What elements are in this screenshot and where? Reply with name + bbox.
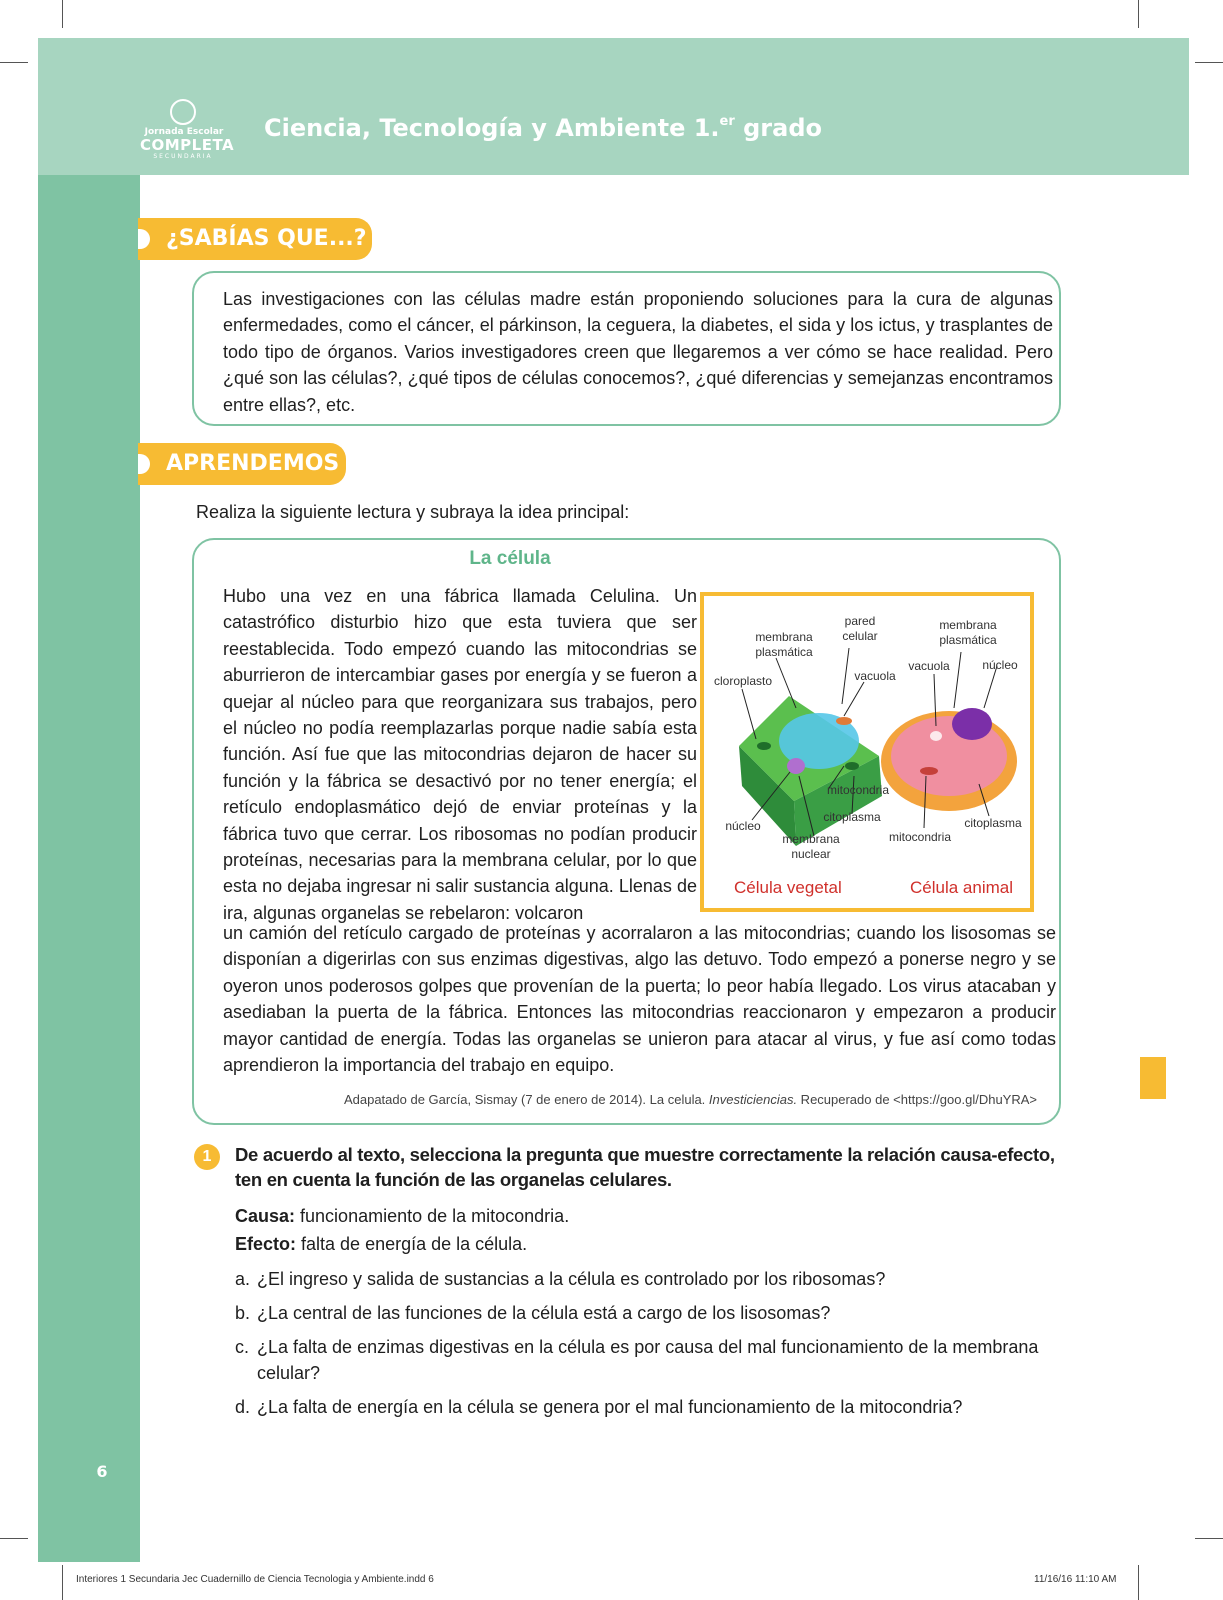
aprendemos-label xyxy=(138,443,346,485)
label-pared-celular: pared celular xyxy=(842,614,878,643)
question-text: De acuerdo al texto, selecciona la pregunta que muestre correctamente la relación causa-efecto, ten en cuenta la función de las organelas celulares. xyxy=(235,1144,1055,1190)
animal-vacuole xyxy=(930,731,942,741)
title-suffix: grado xyxy=(734,114,822,142)
label-citoplasma-vegetal: citoplasma xyxy=(823,810,881,824)
plant-nucleus xyxy=(787,758,805,774)
chloroplast xyxy=(845,762,859,770)
reading-paragraph-part2: un camión del retículo cargado de proteínas y acorralaron a las mitocondrias; cuando los lisosomas se disponían a digerirlas con sus enzimas digestivas, algo las detuvo. Todo empezó a ponerse negro y se oyeron unos poderosos golpes que provenían de la puerta; lo peor había llegado. Los virus atacaban y asediaban la puerta de la fábrica. Entonces las mitocondrias reaccionaron y empezaron a producir mayor cantidad de energía. Todas las organelas se unieron para atacar al virus, y fue así como todas aprendieron la importancia del trabajo en equipo. xyxy=(223,923,1056,1076)
crop-mark xyxy=(62,0,63,28)
logo-line2: COMPLETA xyxy=(140,136,235,154)
option-letter: c. xyxy=(235,1337,250,1357)
crop-mark xyxy=(1195,62,1223,63)
causa-label: Causa: xyxy=(235,1206,296,1226)
option-d[interactable] xyxy=(235,1394,1070,1420)
left-margin-strip xyxy=(38,175,140,1562)
aprendemos-label-text: APRENDEMOS xyxy=(166,451,340,476)
label-mitocondria-animal: mitocondria xyxy=(888,830,952,844)
reading-instruction: Realiza la siguiente lectura y subraya la idea principal: xyxy=(196,502,630,522)
caption-celula-animal: Célula animal xyxy=(910,878,1013,897)
crop-mark xyxy=(1195,1538,1223,1539)
causa-text: funcionamiento de la mitocondria. xyxy=(295,1206,570,1226)
reading-paragraph-part1: Hubo una vez en una fábrica llamada Celulina. Un catastrófico disturbio hizo que esta tuviera que ser reestablecida. Todo empezó cuando las mitocondrias se aburrieron de intercambiar gases por energía y se fueron a quejar al núcleo para que reorganizara sus trabajos, pero el núcleo no podía reemplazarlas porque nadie sabía esta función. Así fue que las mitocondrias dejaron de hacer su función y la fábrica se desactivó por no tener energía; el retículo endoplasmático dejó de enviar proteínas y la fábrica tuvo que cerrar. Los ribosomas no podían producir proteínas, necesarias para la membrana celular, por lo que esta no dejaba ingresar ni salir sustancia alguna. Llenas de ira, algunas organelas se rebelaron: volcaron xyxy=(223,586,697,923)
option-a[interactable] xyxy=(235,1266,1070,1292)
option-text: ¿La falta de energía en la célula se genera por el mal funcionamiento de la mitocondria? xyxy=(257,1397,963,1417)
label-membrana-nuclear: membrana nuclear xyxy=(782,832,840,861)
efecto-line xyxy=(235,1234,527,1255)
source-prefix: Adapatado de García, Sismay (7 de enero de 2014). La celula. xyxy=(343,1092,709,1107)
crop-mark xyxy=(0,62,28,63)
option-c[interactable] xyxy=(235,1334,1070,1386)
question-number-badge: 1 xyxy=(194,1144,220,1170)
label-citoplasma-animal: citoplasma xyxy=(964,816,1022,830)
jornada-escolar-logo xyxy=(140,97,235,160)
sabias-que-label xyxy=(138,218,372,260)
option-text: ¿El ingreso y salida de sustancias a la célula es controlado por los ribosomas? xyxy=(257,1269,886,1289)
crop-mark xyxy=(0,1538,28,1539)
footer-timestamp: 11/16/16 11:10 AM xyxy=(1034,1574,1117,1585)
sabias-que-label-text: ¿SABÍAS QUE...? xyxy=(166,226,367,251)
option-b[interactable] xyxy=(235,1300,1070,1326)
logo-line1: Jornada Escolar xyxy=(144,127,224,137)
source-suffix: Recuperado de <https://goo.gl/DhuYRA> xyxy=(797,1092,1037,1107)
label-vacuola-vegetal: vacuola xyxy=(854,669,896,683)
animal-mitochondria xyxy=(920,767,938,775)
logo-line3: SECUNDARIA xyxy=(153,153,213,160)
sun-icon xyxy=(170,99,196,125)
label-cloroplasto: cloroplasto xyxy=(714,674,773,688)
label-nucleo-animal: núcleo xyxy=(982,658,1018,672)
page-number: 6 xyxy=(96,1462,108,1481)
chloroplast xyxy=(757,742,771,750)
title-superscript: er xyxy=(719,114,735,129)
title-main: Ciencia, Tecnología y Ambiente 1. xyxy=(264,114,720,142)
sabias-que-text: Las investigaciones con las células madre están proponiendo soluciones para la cura de algunas enfermedades, como el cáncer, el párkinson, la ceguera, la diabetes, el sida y los ictus, y trasplantes de todo tipo de órganos. Varios investigadores creen que llegaremos a ver cómo se hace realidad. Pero ¿qué son las células?, ¿qué tipos de células conocemos?, ¿qué diferencias y semejanzas encontramos entre ellas?, etc. xyxy=(223,289,1053,415)
label-membrana-plasmatica-animal: membrana plasmática xyxy=(939,618,997,647)
option-letter: b. xyxy=(235,1303,251,1323)
crop-mark xyxy=(1138,0,1139,28)
source-italic: Investiciencias. xyxy=(708,1092,798,1107)
label-mitocondria-vegetal: mitocondria xyxy=(826,783,890,797)
option-letter: a. xyxy=(235,1269,251,1289)
label-nucleo-vegetal: núcleo xyxy=(725,819,761,833)
side-tab-marker xyxy=(1140,1057,1166,1099)
efecto-label: Efecto: xyxy=(235,1234,297,1254)
option-text: ¿La central de las funciones de la célula está a cargo de los lisosomas? xyxy=(257,1303,831,1323)
crop-mark xyxy=(62,1565,63,1600)
animal-nucleus xyxy=(952,708,992,740)
cell-diagram xyxy=(700,592,1034,912)
page-title xyxy=(264,114,822,142)
footer-filename: Interiores 1 Secundaria Jec Cuadernillo de Ciencia Tecnologia y Ambiente.indd 6 xyxy=(76,1574,434,1585)
causa-line xyxy=(235,1206,569,1227)
efecto-text: falta de energía de la célula. xyxy=(296,1234,528,1254)
option-letter: d. xyxy=(235,1397,251,1417)
caption-celula-vegetal: Célula vegetal xyxy=(734,878,842,897)
crop-mark xyxy=(1138,1565,1139,1600)
reading-source xyxy=(344,1092,1037,1107)
option-text: ¿La falta de enzimas digestivas en la célula es por causa del mal funcionamiento de la membrana xyxy=(257,1337,1039,1357)
reading-title: La célula xyxy=(469,548,551,569)
plant-mitochondria xyxy=(836,717,852,725)
label-vacuola-animal: vacuola xyxy=(908,659,950,673)
label-membrana-plasmatica-vegetal: membrana plasmática xyxy=(755,630,813,659)
option-text-continued: celular? xyxy=(257,1363,321,1383)
